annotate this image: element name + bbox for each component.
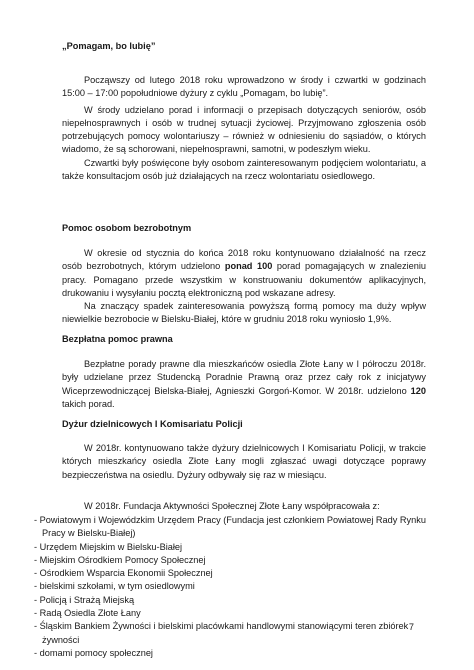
list-item: - Urzędem Miejskim w Bielsku-Białej	[34, 541, 183, 552]
text-run: takich porad.	[62, 398, 115, 409]
section-dyzur-policji	[62, 418, 426, 431]
bold-number: 120	[410, 385, 426, 396]
paragraph: W 2018r. kontynuowano także dyżury dzielnicowych I Komisariatu Policji, w trakcie których mieszkańcy osiedla Złote Łany mogli zgłaszać uwagi dotyczące poprawy bezpieczeństwa na osiedlu. Dyżury odbywały się raz w miesiącu.	[62, 443, 426, 480]
bold-number: ponad 100	[224, 261, 273, 272]
paragraph: Na znaczący spadek zainteresowania powyższą formą pomocy ma duży wpływ niewielkie bezrobocie w Bielsku-Białej, które w grudniu 2018 roku wyniosło 1,9%.	[62, 301, 426, 325]
text-run: Bezpłatne porady prawne dla mieszkańców osiedla Złote Łany w I półroczu 2018r. były udzielane przez Studencką Poradnie Prawną oraz przez cały rok z inicjatywy Wiceprzewodniczącej Bielska-Białej, Agnieszki Gorgoń-Komor. W 2018r. udzielono	[62, 359, 426, 396]
list-item: - domami pomocy społecznej	[34, 647, 153, 658]
text-run: W okresie od stycznia do końca 2018 roku kontynuowano działalność na rzecz osób bezrobotnych, którym udzielono	[62, 248, 426, 272]
paragraph: Czwartki były poświęcone były osobom zainteresowanym podjęciem wolontariatu, a także konsultacjom osób już działających na rzecz wolontariatu osiedlowego.	[62, 157, 426, 182]
section-pomoc-prawna-body	[62, 358, 426, 411]
list-item: - Miejskim Ośrodkiem Pomocy Społecznej	[34, 554, 206, 565]
section-pomoc-prawna	[62, 333, 426, 346]
section-bezrobotni-body	[62, 247, 426, 327]
list-item: - Śląskim Bankiem Żywności i bielskimi placówkami handlowymi stanowiącymi teren zbiórek żywności	[34, 621, 409, 645]
paragraph	[62, 358, 426, 411]
section-heading: Pomoc osobom bezrobotnym	[62, 223, 192, 233]
list-item: - Radą Osiedla Złote Łany	[34, 608, 141, 619]
section-dyzur-policji-body	[62, 442, 426, 482]
text-run: porad pomagających w znalezieniu pracy. Pomagano przede wszystkim w konstruowaniu dokumentów aplikacyjnych, drukowaniu i wysyłaniu pocztą elektroniczną pod wskazane adresy.	[62, 261, 426, 298]
list-item: - bielskimi szkołami, w tym osiedlowymi	[34, 581, 195, 592]
section-pomagam	[62, 40, 426, 53]
section-pomagam-body	[62, 74, 426, 183]
list-item: - Powiatowym i Wojewódzkim Urzędem Pracy (Fundacja jest członkiem Powiatowej Rady Rynku Pracy w Bielsku-Białej)	[34, 515, 426, 539]
section-heading: Bezpłatna pomoc prawna	[62, 334, 173, 344]
paragraph: Począwszy od lutego 2018 roku wprowadzono w środy i czwartki w godzinach 15:00 – 17:00 popołudniowe dyżury z cyklu „Pomagam, bo lubię”.	[62, 75, 426, 99]
cooperation-list	[34, 514, 426, 660]
section-heading: Dyżur dzielnicowych I Komisariatu Policji	[62, 419, 243, 429]
section-bezrobotni	[62, 222, 426, 235]
paragraph	[62, 247, 426, 300]
page-number: 7	[408, 622, 414, 632]
section-heading: „Pomagam, bo lubię”	[62, 41, 156, 51]
list-item: - Policją i Strażą Miejską	[34, 594, 135, 605]
cooperation-intro-block	[62, 500, 426, 513]
list-item: - Ośrodkiem Wsparcia Ekonomii Społecznej	[34, 568, 213, 579]
paragraph: W środy udzielano porad i informacji o przepisach dotyczących seniorów, osób niepełnosprawnych i osób w trudnej sytuacji życiowej. Przyjmowano zgłoszenia osób potrzebujących pomocy wolontariuszy – również w odniesieniu do sąsiadów, o których wiadomo, że są schorowani, niepełnosprawni, samotni, w podeszłym wieku.	[62, 104, 426, 155]
cooperation-intro: W 2018r. Fundacja Aktywności Społecznej Złote Łany współpracowała z:	[84, 501, 380, 511]
